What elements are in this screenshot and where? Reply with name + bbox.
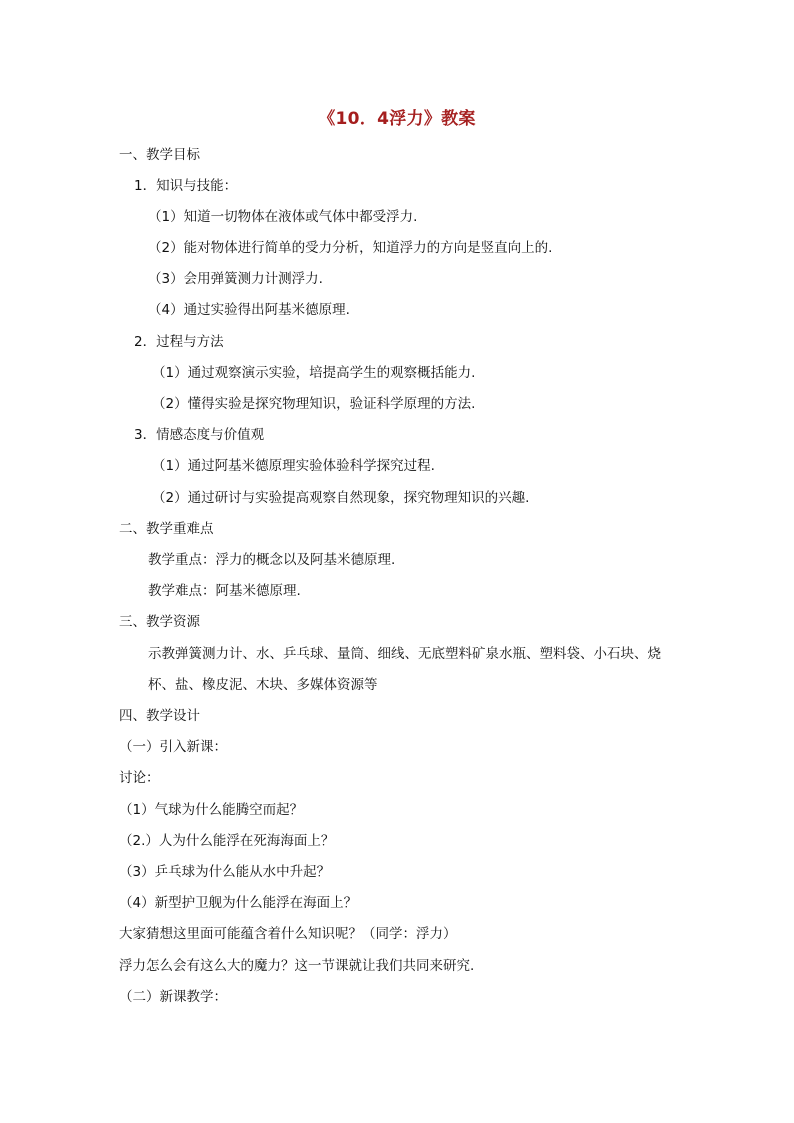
difficult-point-line: 教学难点：阿基米德原理. <box>148 583 301 599</box>
discussion-question: （1）气球为什么能腾空而起？ <box>119 802 304 818</box>
subsection-attitude-values: 3．情感态度与价值观 <box>134 427 265 443</box>
section-heading-goals: 一、教学目标 <box>119 147 200 163</box>
list-item: （1）知道一切物体在液体或气体中都受浮力. <box>148 209 418 225</box>
list-item: （4）通过实验得出阿基米德原理. <box>148 302 350 318</box>
discussion-question: （2.）人为什么能浮在死海海面上？ <box>119 833 335 849</box>
resources-line: 示教弹簧测力计、水、乒乓球、量筒、细线、无底塑料矿泉水瓶、塑料袋、小石块、烧 <box>148 646 661 662</box>
list-item: （1）通过阿基米德原理实验体验科学探究过程. <box>152 458 435 474</box>
subsection-intro: （一）引入新课： <box>119 739 227 755</box>
section-heading-key-points: 二、教学重难点 <box>119 521 214 537</box>
subsection-knowledge-skills: 1．知识与技能： <box>134 178 238 194</box>
list-item: （3）会用弹簧测力计测浮力. <box>148 271 323 287</box>
discussion-label: 讨论： <box>119 770 160 786</box>
study-prompt: 浮力怎么会有这么大的魔力？这一节课就让我们共同来研究. <box>119 958 475 974</box>
key-point-line: 教学重点：浮力的概念以及阿基米德原理. <box>148 552 396 568</box>
guess-prompt: 大家猜想这里面可能蕴含着什么知识呢？（同学：浮力） <box>119 926 457 942</box>
subsection-new-lesson: （二）新课教学： <box>119 989 227 1005</box>
list-item: （1）通过观察演示实验，培提高学生的观察概括能力. <box>152 365 476 381</box>
list-item: （2）能对物体进行简单的受力分析，知道浮力的方向是竖直向上的. <box>148 240 553 256</box>
subsection-process-methods: 2．过程与方法 <box>134 334 224 350</box>
list-item: （2）懂得实验是探究物理知识，验证科学原理的方法. <box>152 396 476 412</box>
list-item: （2）通过研讨与实验提高观察自然现象，探究物理知识的兴趣. <box>152 490 530 506</box>
section-heading-design: 四、教学设计 <box>119 708 200 724</box>
discussion-question: （4）新型护卫舰为什么能浮在海面上？ <box>119 895 358 911</box>
resources-line-continued: 杯、盐、橡皮泥、木块、多媒体资源等 <box>148 677 378 693</box>
document-title: 《10．4浮力》教案 <box>318 109 476 129</box>
discussion-question: （3）乒乓球为什么能从水中升起？ <box>119 864 331 880</box>
section-heading-resources: 三、教学资源 <box>119 614 200 630</box>
